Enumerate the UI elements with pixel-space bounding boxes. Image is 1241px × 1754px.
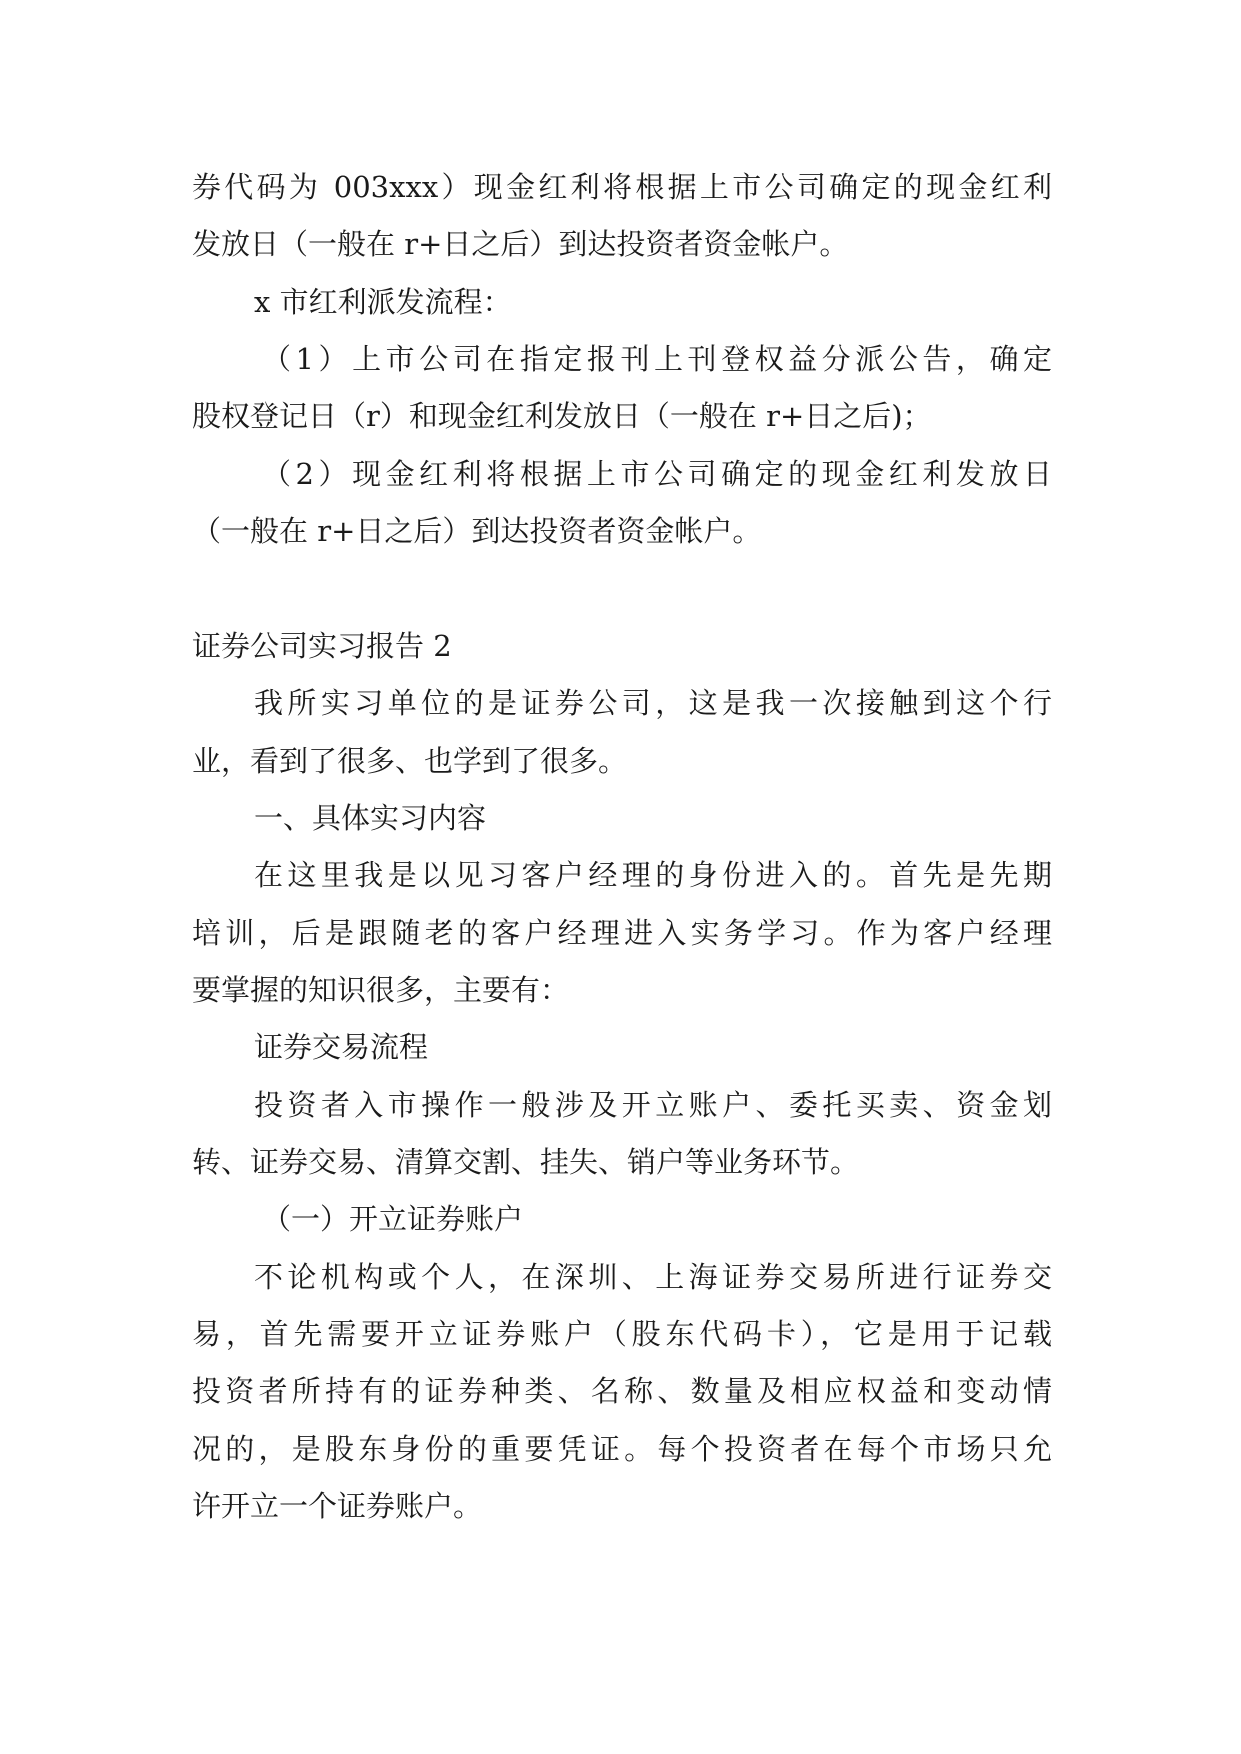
text-line: x 市红利派发流程： (254, 285, 512, 319)
text-line: （一般在 r+日之后）到达投资者资金帐户。 (192, 514, 762, 548)
text-line: 许开立一个证券账户。 (192, 1489, 483, 1523)
section-heading: 证券交易流程 (254, 1030, 429, 1064)
text-line: 培训，后是跟随老的客户经理进入实务学习。作为客户经理 (192, 916, 1052, 950)
text-line: 我所实习单位的是证券公司，这是我一次接触到这个行 (254, 686, 1052, 720)
text-line: （2）现金红利将根据上市公司确定的现金红利发放日 (262, 457, 1052, 491)
section-heading: （一）开立证券账户 (262, 1202, 524, 1236)
text-line: 业，看到了很多、也学到了很多。 (192, 744, 628, 778)
text-line: 要掌握的知识很多，主要有： (192, 973, 570, 1007)
text-line: 发放日（一般在 r+日之后）到达投资者资金帐户。 (192, 227, 849, 261)
section-heading: 一、具体实习内容 (254, 801, 487, 835)
text-line: 投资者所持有的证券种类、名称、数量及相应权益和变动情 (192, 1374, 1052, 1408)
text-line: 不论机构或个人，在深圳、上海证券交易所进行证券交 (254, 1260, 1052, 1294)
text-line: 股权登记日（r）和现金红利发放日（一般在 r+日之后)； (192, 399, 932, 433)
text-line: 易，首先需要开立证券账户（股东代码卡），它是用于记载 (192, 1317, 1052, 1351)
text-line: 投资者入市操作一般涉及开立账户、委托买卖、资金划 (254, 1088, 1052, 1122)
text-line: 券代码为 003xxx）现金红利将根据上市公司确定的现金红利 (192, 170, 1052, 204)
text-line: 转、证券交易、清算交割、挂失、销户等业务环节。 (192, 1145, 860, 1179)
text-line: 在这里我是以见习客户经理的身份进入的。首先是先期 (254, 858, 1052, 892)
section-title: 证券公司实习报告 2 (192, 629, 452, 663)
text-line: （1）上市公司在指定报刊上刊登权益分派公告，确定 (262, 342, 1052, 376)
text-line: 况的，是股东身份的重要凭证。每个投资者在每个市场只允 (192, 1432, 1052, 1466)
